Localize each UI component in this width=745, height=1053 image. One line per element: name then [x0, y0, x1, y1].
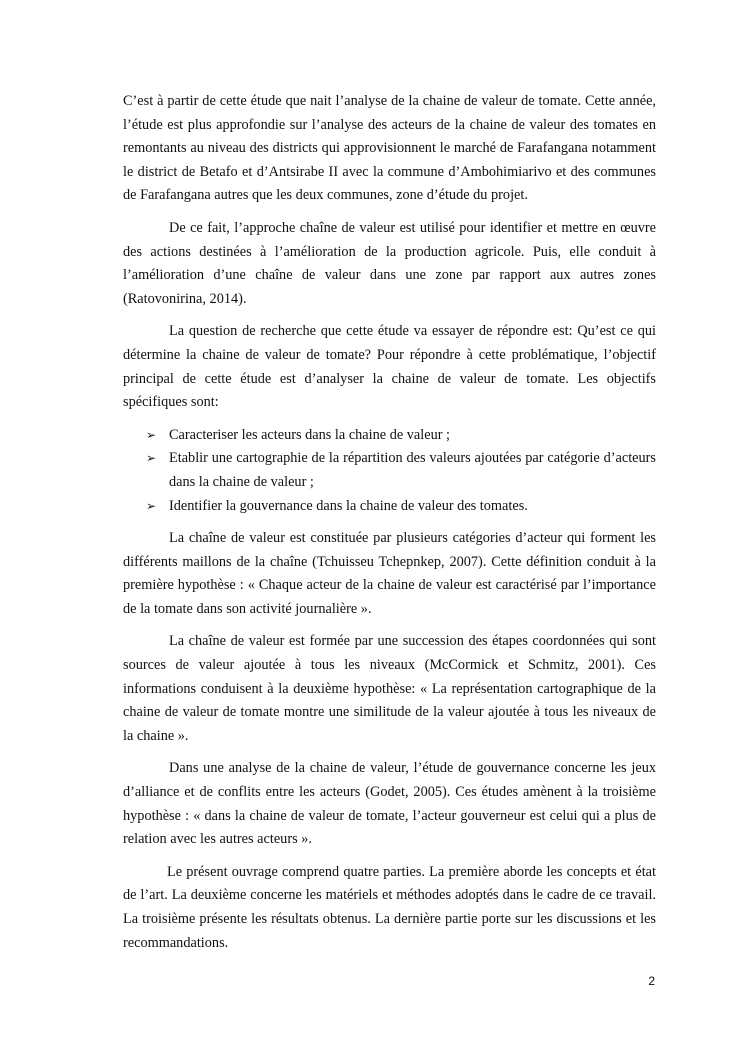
paragraph-intro: C’est à partir de cette étude que nait l’analyse de la chaine de valeur de tomate. Cette année, l’étude est plus approfondie sur l’analyse des acteurs de la chaine de valeur des tomates en remontants au niveau des districts qui approvisionnent le marché de Farafangana notamment le district de Betafo et d’Antsirabe II avec la commune d’Ambohimiarivo et des communes de Farafangana autres que les deux communes, zone d’étude du projet. — [123, 93, 656, 204]
page-number: 2 — [648, 974, 655, 988]
arrowhead-bullet-icon: ➢ — [146, 451, 157, 466]
arrowhead-bullet-icon: ➢ — [146, 498, 157, 513]
paragraph-hypothesis-3: Dans une analyse de la chaine de valeur, l’étude de gouvernance concerne les jeux d’alliance et de conflits entre les acteurs (Godet, 2005). Ces études amènent à la troisième hypothèse : « dans la chaine de valeur de tomate, l’acteur gouverneur est celui qui a plus de relation avec les autres acteurs ». — [123, 760, 656, 848]
objectives-list — [123, 424, 656, 518]
list-item: ➢ Identifier la gouvernance dans la chaine de valeur des tomates. — [123, 495, 656, 519]
paragraph-outline: Le présent ouvrage comprend quatre parties. La première aborde les concepts et état de l’art. La deuxième concerne les matériels et méthodes adoptés dans le cadre de ce travail. La troisième présente les résultats obtenus. La dernière partie porte sur les discussions et les recommandations. — [123, 863, 656, 951]
list-item: ➢ Etablir une cartographie de la répartition des valeurs ajoutées par catégorie d’acteurs dans la chaine de valeur ; — [123, 447, 656, 494]
paragraph-approach: De ce fait, l’approche chaîne de valeur est utilisé pour identifier et mettre en œuvre des actions destinées à l’amélioration de la production agricole. Puis, elle conduit à l’amélioration d’une chaîne de valeur dans une zone par rapport aux autres zones (Ratovonirina, 2014). — [123, 219, 656, 307]
list-item: ➢ Caracteriser les acteurs dans la chaine de valeur ; — [123, 424, 656, 448]
document-body — [123, 90, 656, 964]
paragraph-hypothesis-1: La chaîne de valeur est constituée par plusieurs catégories d’acteur qui forment les différents maillons de la chaîne (Tchuisseu Tchepnkep, 2007). Cette définition conduit à la première hypothèse : « Chaque acteur de la chaine de valeur est caractérisé par l’importance de la tomate dans son activité journalière ». — [123, 530, 656, 617]
arrowhead-bullet-icon: ➢ — [146, 427, 157, 442]
paragraph-hypothesis-2: La chaîne de valeur est formée par une succession des étapes coordonnées qui sont sources de valeur ajoutée à tous les niveaux (McCormick et Schmitz, 2001). Ces informations conduisent à la deuxième hypothèse: « La représentation cartographique de la chaine de valeur de tomate montre une similitude de la valeur ajoutée à tous les niveaux de la chaine ». — [123, 633, 656, 744]
paragraph-research-question: La question de recherche que cette étude va essayer de répondre est: Qu’est ce qui détermine la chaine de valeur de tomate? Pour répondre à cette problématique, l’objectif principal de cette étude est d’analyser la chaine de valeur de tomate. Les objectifs spécifiques sont: — [123, 323, 656, 411]
